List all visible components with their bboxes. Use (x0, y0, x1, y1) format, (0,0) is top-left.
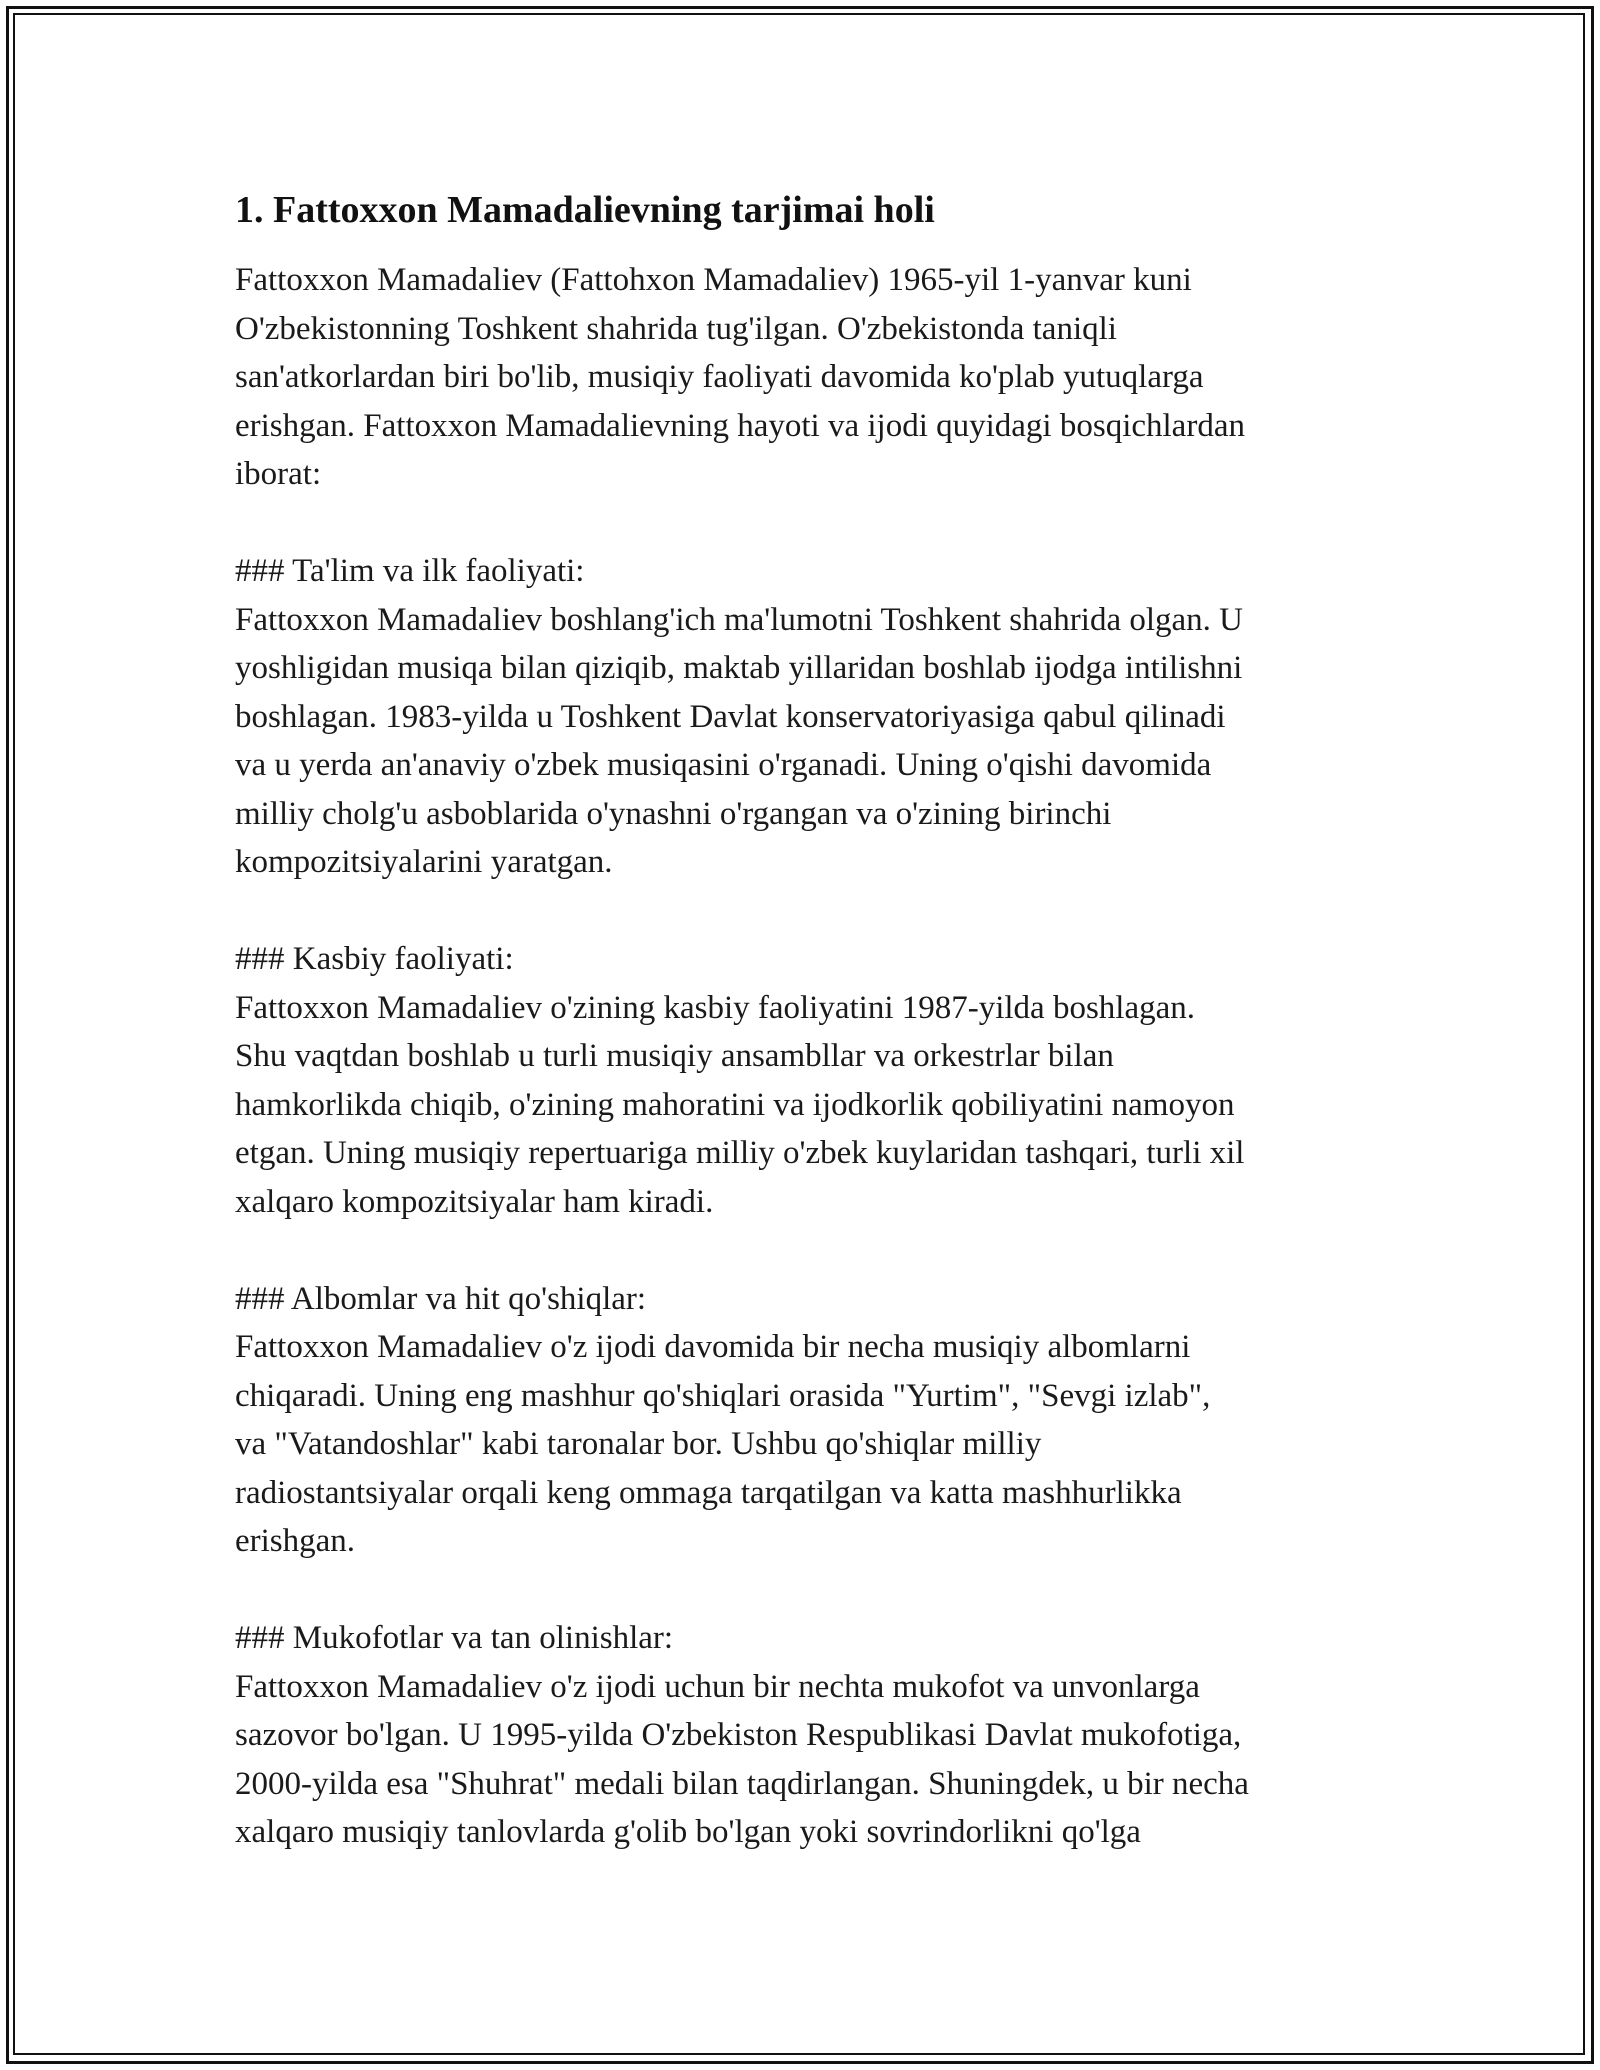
intro-paragraph: Fattoxxon Mamadaliev (Fattohxon Mamadaliev) 1965-yil 1-yanvar kuni O'zbekistonning Toshkent shahrida tug'ilgan. O'zbekistonda taniqli san'atkorlardan biri bo'lib, musiqiy faoliyati davomida ko'plab yutuqlarga erishgan. Fattoxxon Mamadalievning hayoti va ijodi quyidagi bosqichlardan iborat: (235, 262, 1245, 492)
section-body-career: Fattoxxon Mamadaliev o'zining kasbiy faoliyatini 1987-yilda boshlagan. Shu vaqtdan boshlab u turli musiqiy ansambllar va orkestrlar bilan hamkorlikda chiqib, o'zining mahoratini va ijodkorlik qobiliyatini namoyon etgan. Uning musiqiy repertuariga milliy o'zbek kuylaridan tashqari, turli xil xalqaro kompozitsiyalar ham kiradi. (235, 989, 1245, 1220)
paragraph-gap (235, 1566, 1385, 1615)
paragraph-gap (235, 1226, 1385, 1275)
paragraph-gap (235, 887, 1385, 936)
section-body-albums: Fattoxxon Mamadaliev o'z ijodi davomida bir necha musiqiy albomlarni chiqaradi. Uning eng mashhur qo'shiqlari orasida "Yurtim", "Sevgi izlab", va "Vatandoshlar" kabi taronalar bor. Ushbu qo'shiqlar milliy radiostantsiyalar orqali keng ommaga tarqatilgan va katta mashhurlikka erishgan. (235, 1329, 1211, 1559)
document-body (235, 186, 1385, 1857)
section-heading-albums: ### Albomlar va hit qo'shiqlar: (235, 1280, 647, 1317)
paragraph-gap (235, 499, 1385, 548)
section-body-awards: Fattoxxon Mamadaliev o'z ijodi uchun bir nechta mukofot va unvonlarga sazovor bo'lgan. U 1995-yilda O'zbekiston Respublikasi Davlat mukofotiga, 2000-yilda esa "Shuhrat" medali bilan taqdirlangan. Shuningdek, u bir necha xalqaro musiqiy tanlovlarda g'olib bo'lgan yoki sovrindorlikni qo'lga (235, 1668, 1249, 1850)
section-body-education: Fattoxxon Mamadaliev boshlang'ich ma'lumotni Toshkent shahrida olgan. U yoshligidan musiqa bilan qiziqib, maktab yillaridan boshlab ijodga intilishni boshlagan. 1983-yilda u Toshkent Davlat konservatoriyasiga qabul qilinadi va u yerda an'anaviy o'zbek musiqasini o'rganadi. Uning o'qishi davomida milliy cholg'u asboblarida o'ynashni o'rgangan va o'zining birinchi kompozitsiyalarini yaratgan. (235, 601, 1243, 880)
document-title: 1. Fattoxxon Mamadalievning tarjimai holi (235, 189, 935, 231)
section-heading-education: ### Ta'lim va ilk faoliyati: (235, 553, 585, 589)
section-heading-career: ### Kasbiy faoliyati: (235, 941, 514, 977)
section-heading-awards: ### Mukofotlar va tan olinishlar: (235, 1620, 674, 1656)
